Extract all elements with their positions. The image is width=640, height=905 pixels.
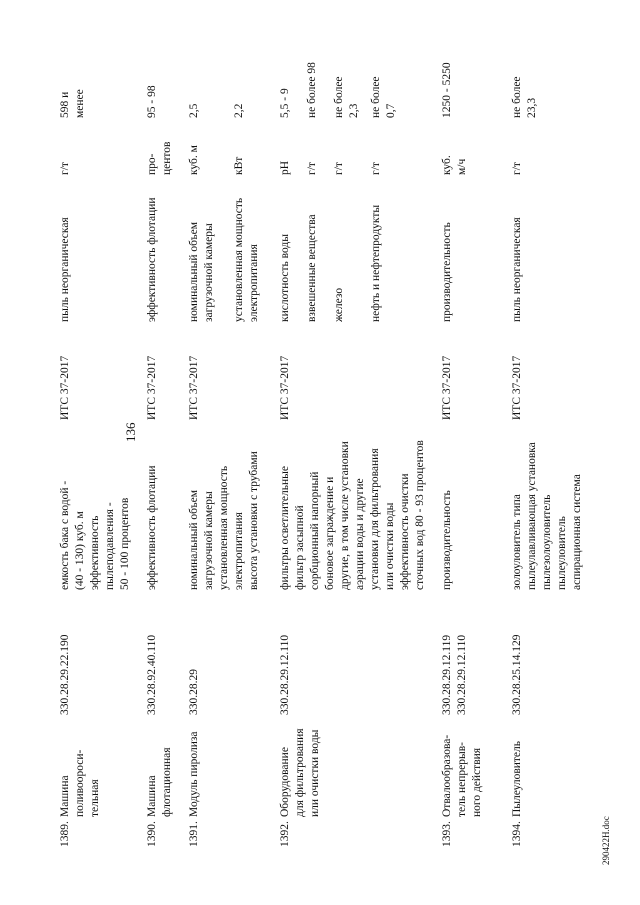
parameter-value: 598 и менее	[59, 89, 86, 118]
parameter-unit: г/т	[59, 162, 71, 175]
parameter-unit: г/т	[333, 162, 345, 175]
equipment-description: производительность	[441, 490, 453, 590]
parameter-unit: г/т	[306, 162, 318, 175]
equipment-name: Отвалообразова- тель непрерыв- ного действия	[441, 734, 483, 817]
row-number: 1393.	[441, 821, 453, 847]
equipment-name: Машина флотационная	[146, 747, 173, 817]
equipment-description: золоуловитель типа пылеулавливающая установка пылезолоуловитель пылеуловитель аспирационная система	[511, 442, 583, 590]
parameter-name: железо	[333, 287, 345, 322]
parameter-name: взвешенные вещества	[306, 214, 318, 322]
parameter-name: номинальный объем загрузочной камеры	[188, 221, 215, 322]
equipment-name: Модуль пиролиза	[188, 731, 200, 817]
its-reference: ИТС 37-2017	[279, 355, 291, 420]
equipment-description: фильтры осветлительные фильтр засыпной сорбционный напорный боновое заграждение и другие, в том числе установки аэрации воды и другие установки для фильтрования или очистки воды эффективность очистки сточных вод 80 - 93 процентов	[279, 440, 426, 590]
parameter-unit: pH	[279, 160, 291, 175]
parameter-name: производительность	[441, 222, 453, 322]
parameter-value: не более 2,3	[333, 76, 360, 118]
okpd-code: 330.28.29.12.119 330.28.29.12.110	[441, 634, 468, 715]
equipment-description: эффективность флотации	[146, 465, 158, 590]
parameter-name: пыль неорганическая	[511, 217, 523, 322]
row-number: 1394.	[511, 821, 523, 847]
row-number: 1390.	[146, 821, 158, 847]
its-reference: ИТС 37-2017	[59, 355, 71, 420]
okpd-code: 330.28.29.22.190	[59, 634, 71, 715]
okpd-code: 330.28.29.12.110	[279, 634, 291, 715]
its-reference: ИТС 37-2017	[511, 355, 523, 420]
equipment-name: Пылеуловитель	[511, 740, 523, 817]
page-number: 136	[123, 422, 138, 442]
okpd-code: 330.28.25.14.129	[511, 634, 523, 715]
parameter-name: пыль неорганическая	[59, 217, 71, 322]
parameter-unit: куб. м	[188, 145, 200, 175]
okpd-code: 330.28.92.40.110	[146, 634, 158, 715]
parameter-unit: г/т	[370, 162, 382, 175]
its-reference: ИТС 37-2017	[441, 355, 453, 420]
footer-filename: 290422Н.doc	[601, 816, 611, 865]
parameter-name: установленная мощность электропитания	[233, 197, 260, 322]
parameter-unit: кВт	[233, 156, 245, 175]
equipment-description: емкость бака с водой - (40 - 130) куб. м эффективность пылеподавления - 50 - 100 процентов	[59, 480, 131, 590]
row-number: 1392.	[279, 821, 291, 847]
equipment-name: Машина поливоороси- тельная	[59, 749, 101, 817]
row-number: 1389.	[59, 821, 71, 847]
parameter-value: не более 23,3	[511, 76, 538, 118]
parameter-unit: про- центов	[146, 141, 173, 175]
parameter-value: 5,5 - 9	[279, 88, 291, 118]
its-reference: ИТС 37-2017	[146, 355, 158, 420]
parameter-unit: куб. м/ч	[441, 155, 468, 175]
equipment-name: Оборудование для фильтрования или очистки воды	[279, 728, 321, 817]
parameter-name: кислотность воды	[279, 234, 291, 322]
parameter-value: не более 0,7	[370, 76, 397, 118]
its-reference: ИТС 37-2017	[188, 355, 200, 420]
row-number: 1391.	[188, 821, 200, 847]
parameter-name: эффективность флотации	[146, 197, 158, 322]
parameter-value: не более 98	[306, 62, 318, 118]
parameter-value: 2,2	[233, 103, 245, 118]
parameter-value: 1250 - 5250	[441, 62, 453, 118]
okpd-code: 330.28.29	[188, 669, 200, 715]
parameter-value: 2,5	[188, 103, 200, 118]
parameter-value: 95 - 98	[146, 85, 158, 118]
equipment-description: номинальный объем загрузочной камеры установленная мощность электропитания высота установки с трубами	[188, 451, 260, 590]
parameter-unit: г/т	[511, 162, 523, 175]
parameter-name: нефть и нефтепродукты	[370, 204, 382, 322]
